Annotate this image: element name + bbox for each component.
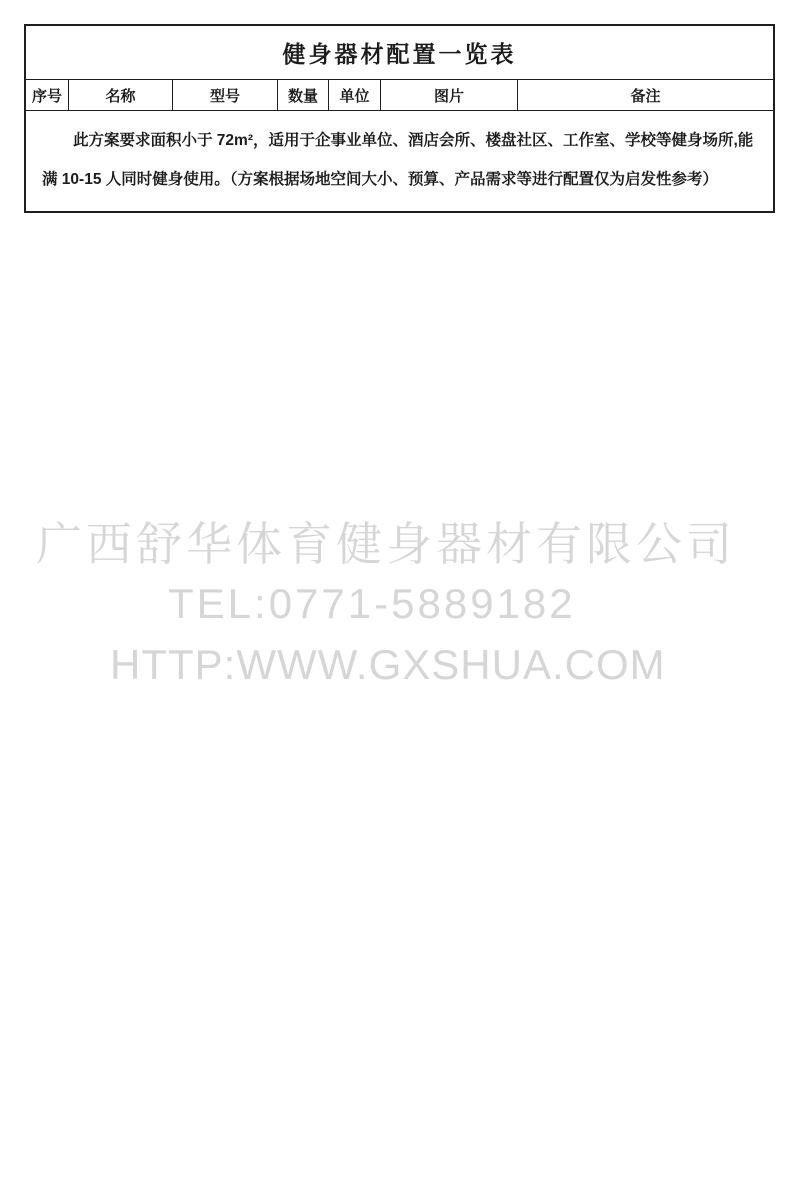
column-header-1: 名称 (69, 80, 173, 110)
column-header-2: 型号 (173, 80, 278, 110)
table-footer-note (26, 111, 773, 211)
column-header-3: 数量 (278, 80, 329, 110)
column-header-6: 备注 (630, 87, 661, 105)
column-header-4: 单位 (329, 80, 381, 110)
footer-text: 此方案要求面积小于 72m²，适用于企事业单位、酒店会所、楼盘社区、工作室、学校等健身场所,能满 10-15 人同时健身使用。（方案根据场地空间大小、预算、产品需求等进行配置仅为启发性参考） (42, 132, 754, 188)
column-header-5: 图片 (381, 80, 518, 110)
watermark-website: HTTP:WWW.GXSHUA.COM (110, 641, 666, 688)
column-header-0: 序号 (26, 80, 69, 110)
page-title: 健身器材配置一览表 (26, 26, 773, 80)
watermark-phone: TEL:0771-5889182 (168, 580, 576, 627)
watermark-company: 广西舒华体育健身器材有限公司 (36, 518, 736, 570)
table-header-row (26, 80, 773, 111)
equipment-table (24, 24, 775, 213)
